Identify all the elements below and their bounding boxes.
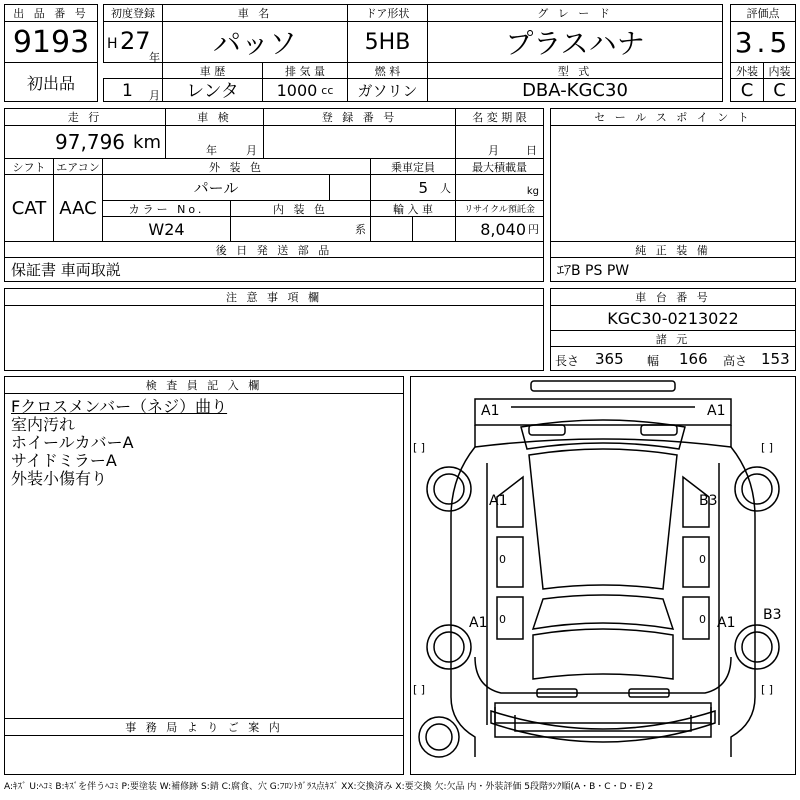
name-change-day: 日 (526, 144, 537, 157)
length-label: 長さ (555, 354, 580, 368)
inspector-line: Fクロスメンバー（ネジ）曲り (11, 397, 228, 416)
dims-row (550, 346, 796, 371)
height-label: 高さ (723, 354, 748, 368)
width: 166 (679, 350, 708, 368)
recycle-unit: 円 (528, 223, 539, 236)
fuel: ガソリン (347, 78, 428, 102)
damage-mark: A1 (481, 403, 500, 419)
door: 5HB (347, 21, 428, 63)
door-label: ドア形状 (347, 4, 428, 22)
inspector-body (4, 393, 404, 719)
lot-no-label: 出 品 番 号 (4, 4, 98, 22)
damage-mark: B3 (699, 493, 718, 509)
shift: CAT (4, 174, 54, 242)
fuel-label: 燃 料 (347, 62, 428, 79)
score: 3.5 (730, 21, 796, 63)
displacement: 1000 (276, 80, 318, 100)
chassis-no: KGC30-0213022 (550, 305, 796, 331)
office-label: 事 務 局 よ り ご 案 内 (4, 718, 404, 736)
first-reg-date (103, 21, 163, 63)
damage-mark: B3 (763, 607, 782, 623)
int-color (230, 216, 371, 242)
inspector-line: 外装小傷有り (11, 469, 108, 488)
zero-mark: 0 (499, 613, 506, 626)
model-label: 型 式 (427, 62, 723, 79)
recycle: 8,040 (480, 219, 526, 239)
inspection-label: 車 検 (165, 108, 264, 126)
equipment-label: 純 正 装 備 (550, 241, 796, 258)
capacity-label: 乗車定員 (370, 158, 456, 175)
load-label: 最大積載量 (455, 158, 544, 175)
name-change-month: 月 (488, 144, 499, 157)
import-b (412, 216, 456, 242)
reg-year: 27 (120, 27, 151, 55)
int-score: C (763, 78, 796, 102)
history-label: 車 歴 (162, 62, 263, 79)
bracket-mark: [ ] (761, 441, 774, 454)
grade-label: グ レ ー ド (427, 4, 723, 22)
lot-no: 9193 (4, 21, 98, 63)
car-name-label: 車 名 (162, 4, 348, 22)
displacement-cell (262, 78, 348, 102)
import-a (370, 216, 413, 242)
reg-month: 1 (122, 81, 133, 101)
bracket-mark: [ ] (413, 441, 426, 454)
ext-score-label: 外装 (730, 62, 764, 79)
damage-mark: A1 (717, 615, 736, 631)
capacity-cell (370, 174, 456, 201)
mileage-cell (4, 125, 166, 159)
ac-label: エアコン (53, 158, 103, 175)
reg-no (263, 125, 456, 159)
ext-color-extra (329, 174, 371, 201)
insp-month-unit: 月 (246, 144, 257, 157)
recycle-label: リサイクル預託金 (455, 200, 544, 217)
height: 153 (761, 350, 790, 368)
length: 365 (595, 350, 624, 368)
width-label: 幅 (647, 354, 660, 368)
zero-mark: 0 (499, 553, 506, 566)
grade: プラスハナ (427, 21, 723, 63)
inspector-label: 検 査 員 記 入 欄 (4, 376, 404, 394)
inspection-date (165, 125, 264, 159)
history: レンタ (162, 78, 263, 102)
load-cell (455, 174, 544, 201)
chassis-label: 車 台 番 号 (550, 288, 796, 306)
reg-month-unit: 月 (149, 89, 160, 102)
caution-body (4, 305, 544, 371)
import-label: 輸 入 車 (370, 200, 456, 217)
caution-label: 注 意 事 項 欄 (4, 288, 544, 306)
shift-label: シフト (4, 158, 54, 175)
mileage: 97,796 (55, 130, 126, 154)
displacement-label: 排 気 量 (262, 62, 348, 79)
bracket-mark: [ ] (413, 683, 426, 696)
sales-points-label: セ ー ル ス ポ イ ン ト (550, 108, 796, 126)
office-body (4, 735, 404, 775)
inspector-line: サイドミラーA (11, 451, 117, 470)
car-diagram-svg (411, 377, 795, 774)
name-change-date (455, 125, 544, 159)
damage-mark: A1 (489, 493, 508, 509)
mileage-unit: km (133, 131, 161, 153)
insp-year-unit: 年 (206, 144, 217, 157)
capacity: 5 (418, 178, 428, 197)
seller-label: 初出品 (4, 62, 98, 102)
first-reg-label: 初度登録 (103, 4, 163, 22)
damage-mark: A1 (707, 403, 726, 419)
zero-mark: 0 (699, 613, 706, 626)
sales-points-body (550, 125, 796, 242)
reg-no-label: 登 録 番 号 (263, 108, 456, 126)
model: DBA-KGC30 (427, 78, 723, 102)
legend: A:ｷｽﾞ U:ﾍｺﾐ B:ｷｽﾞを伴うﾍｺﾐ P:要塗装 W:補修跡 S:錆 C:腐食、穴 G:ﾌﾛﾝﾄｶﾞﾗｽ点ｷｽﾞ XX:交換済み X:要交換 欠:欠品 内・外装評価 5段階ﾗﾝｸ順(A・B・C・D・E) 2 (4, 782, 654, 792)
bracket-mark: [ ] (761, 683, 774, 696)
car-diagram (410, 376, 796, 775)
score-label: 評価点 (730, 4, 796, 22)
car-name: パッソ (162, 21, 348, 63)
color-no: W24 (102, 216, 231, 242)
ac: AAC (53, 174, 103, 242)
capacity-unit: 人 (440, 181, 451, 195)
ext-color: パール (102, 174, 330, 201)
inspector-line: ホイールカバーA (11, 433, 134, 452)
inspector-line: 室内汚れ (11, 415, 76, 434)
int-color-label: 内 装 色 (230, 200, 371, 217)
int-color-unit: 系 (355, 223, 366, 236)
first-reg-month (103, 78, 163, 102)
ext-score: C (730, 78, 764, 102)
zero-mark: 0 (699, 553, 706, 566)
later-parts: 保証書 車両取説 (4, 257, 544, 282)
mileage-label: 走 行 (4, 108, 166, 126)
later-parts-label: 後 日 発 送 部 品 (4, 241, 544, 258)
color-no-label: カラー No. (102, 200, 231, 217)
reg-year-unit: 年 (149, 51, 160, 64)
era: H (107, 36, 118, 52)
recycle-cell (455, 216, 544, 242)
ext-color-label: 外 装 色 (102, 158, 371, 175)
equipment: ｴｱB PS PW (550, 257, 796, 282)
name-change-label: 名 変 期 限 (455, 108, 544, 126)
int-score-label: 内装 (763, 62, 796, 79)
damage-mark: A1 (469, 615, 488, 631)
dims-label: 諸 元 (550, 330, 796, 347)
load-unit: kg (526, 186, 539, 197)
displacement-unit: cc (321, 83, 334, 97)
